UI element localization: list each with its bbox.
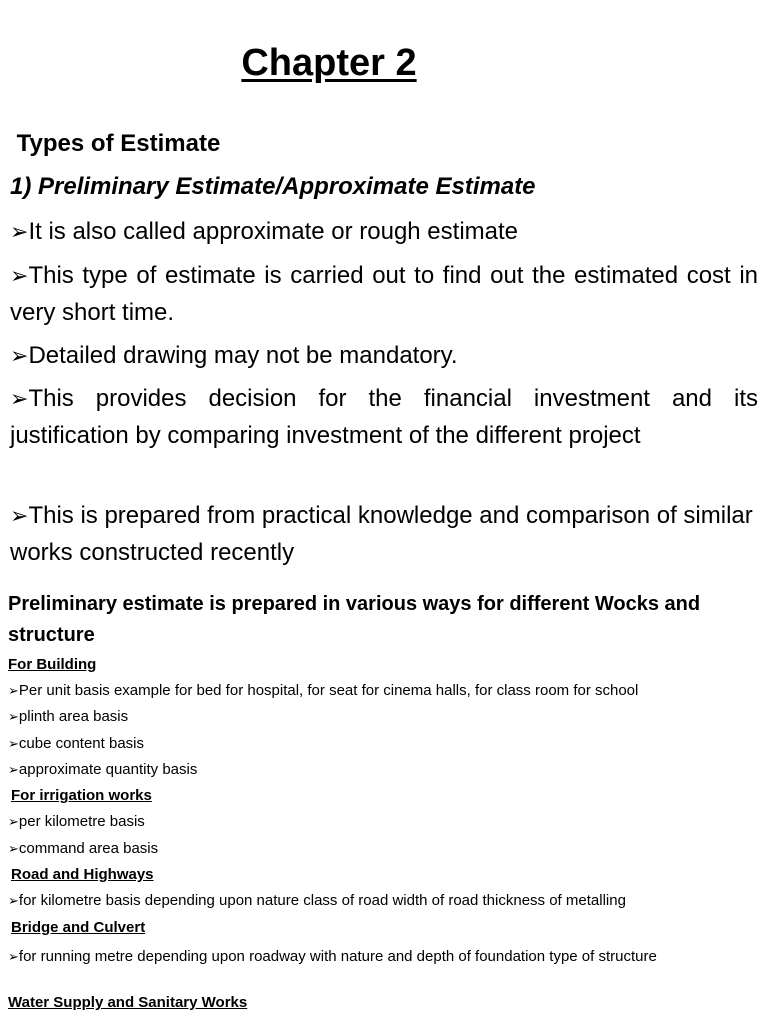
irrigation-heading: For irrigation works [11, 787, 152, 804]
arrow-bullet-icon: ➢ [10, 343, 29, 368]
list-item: ➢plinth area basis [8, 708, 129, 725]
arrow-bullet-icon: ➢ [8, 683, 19, 698]
bullet-5: ➢This is prepared from practical knowledge and comparison of similar works constructed recently [10, 502, 753, 566]
arrow-bullet-icon: ➢ [10, 503, 29, 528]
list-item: ➢Per unit basis example for bed for hospital, for seat for cinema halls, for class room for school [8, 682, 639, 699]
arrow-bullet-icon: ➢ [10, 263, 29, 288]
chapter-title: Chapter 2 [241, 42, 417, 84]
bridge-heading: Bridge and Culvert [11, 919, 146, 936]
arrow-bullet-icon: ➢ [8, 893, 19, 908]
list-item: ➢approximate quantity basis [8, 761, 198, 778]
bullet-1: ➢It is also called approximate or rough estimate [10, 218, 519, 245]
types-heading: Types of Estimate [16, 130, 221, 157]
building-heading: For Building [8, 656, 97, 673]
arrow-bullet-icon: ➢ [10, 219, 29, 244]
arrow-bullet-icon: ➢ [8, 709, 19, 724]
bullet-3: ➢Detailed drawing may not be mandatory. [10, 342, 458, 369]
arrow-bullet-icon: ➢ [8, 736, 19, 751]
bullet-4: ➢This provides decision for the financial investment and its justification by comparing investment of the different project [10, 385, 758, 449]
list-item: ➢cube content basis [8, 735, 144, 752]
arrow-bullet-icon: ➢ [8, 762, 19, 777]
list-item: ➢per kilometre basis [8, 813, 145, 830]
section-heading: 1) Preliminary Estimate/Approximate Estimate [10, 173, 536, 200]
arrow-bullet-icon: ➢ [8, 841, 19, 856]
arrow-bullet-icon: ➢ [8, 814, 19, 829]
list-item: ➢command area basis [8, 840, 159, 857]
lead-paragraph: Preliminary estimate is prepared in various ways for different Wocks and structure [8, 593, 701, 646]
arrow-bullet-icon: ➢ [8, 949, 19, 964]
bullet-2: ➢This type of estimate is carried out to find out the estimated cost in very short time. [10, 262, 758, 326]
list-item: ➢for kilometre basis depending upon nature class of road width of road thickness of metalling [8, 892, 626, 909]
list-item: ➢for running metre depending upon roadway with nature and depth of foundation type of structure [8, 948, 657, 965]
arrow-bullet-icon: ➢ [10, 386, 29, 411]
water-heading: Water Supply and Sanitary Works [8, 994, 248, 1011]
road-heading: Road and Highways [11, 866, 154, 883]
